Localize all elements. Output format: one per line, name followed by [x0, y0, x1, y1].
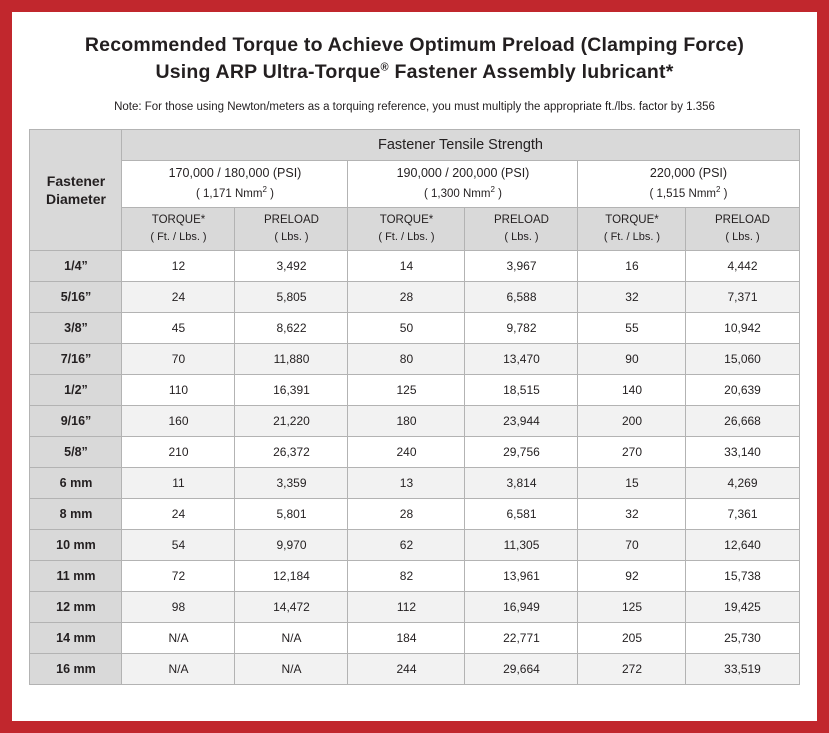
column-header-preload-1-units: ( Lbs. ): [274, 231, 309, 244]
cell-preload-2: 16,949: [465, 591, 578, 622]
strength-group-3-nmm-pre: ( 1,515 Nmm: [649, 187, 716, 200]
cell-torque-1: 98: [122, 591, 235, 622]
cell-torque-2: 240: [348, 436, 465, 467]
cell-torque-2: 112: [348, 591, 465, 622]
cell-torque-2: 28: [348, 498, 465, 529]
column-header-torque-3: [578, 207, 686, 250]
cell-torque-1: 110: [122, 374, 235, 405]
cell-preload-2: 11,305: [465, 529, 578, 560]
cell-preload-3: 25,730: [686, 622, 799, 653]
cell-torque-1: N/A: [122, 653, 235, 684]
table-row: [30, 653, 799, 684]
table-row-group-header: [30, 129, 799, 160]
table-row: [30, 374, 799, 405]
cell-torque-2: 80: [348, 343, 465, 374]
cell-preload-3: 10,942: [686, 312, 799, 343]
column-header-preload-2-units: ( Lbs. ): [504, 231, 539, 244]
cell-preload-2: 29,664: [465, 653, 578, 684]
strength-group-3: [578, 160, 799, 207]
row-diameter: 8 mm: [30, 498, 122, 529]
cell-preload-3: 7,371: [686, 281, 799, 312]
cell-torque-2: 62: [348, 529, 465, 560]
cell-preload-1: 5,801: [235, 498, 348, 529]
table-row: [30, 467, 799, 498]
table-row: [30, 622, 799, 653]
cell-torque-2: 14: [348, 250, 465, 281]
strength-group-3-nmm-sup: 2: [715, 184, 721, 194]
strength-group-2-nmm-pre: ( 1,300 Nmm: [424, 187, 491, 200]
column-header-torque-1-label: TORQUE*: [151, 213, 206, 226]
cell-torque-3: 32: [578, 498, 686, 529]
table-row: [30, 405, 799, 436]
cell-torque-2: 244: [348, 653, 465, 684]
table-row: [30, 529, 799, 560]
conversion-note: Note: For those using Newton/meters as a torquing reference, you must multiply the appropriate ft./lbs. factor by 1.356: [114, 100, 715, 113]
cell-torque-1: 72: [122, 560, 235, 591]
table-row: [30, 436, 799, 467]
cell-torque-1: 210: [122, 436, 235, 467]
cell-preload-2: 18,515: [465, 374, 578, 405]
row-diameter: 12 mm: [30, 591, 122, 622]
cell-torque-2: 82: [348, 560, 465, 591]
cell-torque-2: 180: [348, 405, 465, 436]
cell-preload-1: 5,805: [235, 281, 348, 312]
strength-group-1-nmm-post: ): [266, 187, 274, 200]
cell-torque-3: 90: [578, 343, 686, 374]
row-diameter: 11 mm: [30, 560, 122, 591]
row-diameter: 9/16”: [30, 405, 122, 436]
cell-preload-3: 12,640: [686, 529, 799, 560]
cell-torque-3: 92: [578, 560, 686, 591]
cell-torque-3: 140: [578, 374, 686, 405]
cell-preload-1: N/A: [235, 622, 348, 653]
cell-preload-3: 4,442: [686, 250, 799, 281]
column-header-torque-3-units: ( Ft. / Lbs. ): [603, 231, 661, 244]
column-header-preload-1-label: PRELOAD: [264, 213, 319, 226]
row-diameter: 5/16”: [30, 281, 122, 312]
cell-preload-3: 33,140: [686, 436, 799, 467]
cell-torque-1: 12: [122, 250, 235, 281]
cell-preload-2: 9,782: [465, 312, 578, 343]
torque-table: [29, 129, 799, 685]
row-diameter: 14 mm: [30, 622, 122, 653]
cell-preload-2: 13,961: [465, 560, 578, 591]
strength-group-1-nmm-pre: ( 1,171 Nmm: [196, 187, 263, 200]
row-diameter: 16 mm: [30, 653, 122, 684]
document-page: [12, 12, 817, 721]
cell-torque-1: 24: [122, 498, 235, 529]
cell-preload-1: 26,372: [235, 436, 348, 467]
row-diameter: 1/4”: [30, 250, 122, 281]
title-line-1: Recommended Torque to Achieve Optimum Preload (Clamping Force): [84, 34, 745, 56]
cell-torque-3: 32: [578, 281, 686, 312]
row-diameter: 10 mm: [30, 529, 122, 560]
cell-preload-1: 8,622: [235, 312, 348, 343]
cell-torque-1: 11: [122, 467, 235, 498]
cell-torque-1: 45: [122, 312, 235, 343]
column-header-torque-2: [348, 207, 465, 250]
page-title: [30, 32, 799, 86]
column-header-torque-1: [122, 207, 235, 250]
cell-preload-2: 3,814: [465, 467, 578, 498]
title-line-2-prefix: Using ARP Ultra-Torque: [155, 60, 381, 83]
cell-preload-2: 6,588: [465, 281, 578, 312]
column-header-torque-2-label: TORQUE*: [379, 213, 434, 226]
strength-group-1-nmm-sup: 2: [262, 184, 267, 194]
corner-diameter-header: [30, 129, 122, 250]
cell-preload-1: 9,970: [235, 529, 348, 560]
diameter-header-line-1: Fastener: [46, 172, 106, 189]
cell-preload-1: 14,472: [235, 591, 348, 622]
cell-torque-2: 50: [348, 312, 465, 343]
cell-preload-2: 23,944: [465, 405, 578, 436]
cell-preload-1: 11,880: [235, 343, 348, 374]
cell-torque-3: 200: [578, 405, 686, 436]
cell-torque-3: 125: [578, 591, 686, 622]
cell-torque-2: 13: [348, 467, 465, 498]
cell-torque-2: 125: [348, 374, 465, 405]
strength-group-1-nmm: [122, 184, 347, 204]
title-line-2-suffix: Fastener Assembly lubricant*: [388, 60, 674, 83]
cell-preload-2: 13,470: [465, 343, 578, 374]
column-header-preload-3-label: PRELOAD: [715, 213, 770, 226]
document-header: [12, 12, 817, 123]
cell-torque-1: N/A: [122, 622, 235, 653]
cell-preload-2: 29,756: [465, 436, 578, 467]
strength-group-2-nmm-post: ): [494, 187, 502, 200]
table-row: [30, 250, 799, 281]
column-header-preload-2: [465, 207, 578, 250]
row-diameter: 5/8”: [30, 436, 122, 467]
table-row: [30, 343, 799, 374]
row-diameter: 7/16”: [30, 343, 122, 374]
strength-group-3-nmm: [578, 184, 798, 204]
table-row: [30, 498, 799, 529]
column-header-torque-3-label: TORQUE*: [605, 213, 659, 226]
row-diameter: 3/8”: [30, 312, 122, 343]
strength-group-2-nmm: [348, 184, 577, 204]
cell-preload-1: N/A: [235, 653, 348, 684]
cell-torque-3: 15: [578, 467, 686, 498]
table-row: [30, 281, 799, 312]
cell-torque-1: 160: [122, 405, 235, 436]
table-row-sub-headers: [30, 207, 799, 250]
column-header-torque-1-units: ( Ft. / Lbs. ): [150, 231, 207, 244]
cell-preload-3: 33,519: [686, 653, 799, 684]
cell-preload-3: 26,668: [686, 405, 799, 436]
tensile-strength-header: Fastener Tensile Strength: [122, 129, 799, 160]
cell-torque-3: 55: [578, 312, 686, 343]
strength-group-3-psi: 220,000 (PSI): [649, 166, 728, 181]
cell-torque-3: 270: [578, 436, 686, 467]
row-diameter: 1/2”: [30, 374, 122, 405]
registered-mark: ®: [380, 61, 389, 74]
table-row: [30, 591, 799, 622]
column-header-torque-2-units: ( Ft. / Lbs. ): [378, 231, 435, 244]
column-header-preload-3: [686, 207, 799, 250]
cell-preload-1: 3,492: [235, 250, 348, 281]
cell-preload-2: 6,581: [465, 498, 578, 529]
cell-preload-3: 15,060: [686, 343, 799, 374]
strength-group-2-psi: 190,000 / 200,000 (PSI): [396, 166, 530, 181]
cell-preload-3: 4,269: [686, 467, 799, 498]
cell-torque-3: 70: [578, 529, 686, 560]
column-header-preload-1: [235, 207, 348, 250]
cell-preload-2: 3,967: [465, 250, 578, 281]
cell-preload-1: 21,220: [235, 405, 348, 436]
cell-preload-3: 7,361: [686, 498, 799, 529]
cell-preload-3: 20,639: [686, 374, 799, 405]
diameter-header: [30, 172, 121, 208]
cell-torque-3: 272: [578, 653, 686, 684]
column-header-preload-3-units: ( Lbs. ): [725, 231, 760, 244]
table-row: [30, 560, 799, 591]
cell-preload-3: 15,738: [686, 560, 799, 591]
cell-torque-3: 16: [578, 250, 686, 281]
strength-group-2-nmm-sup: 2: [490, 184, 495, 194]
cell-torque-1: 54: [122, 529, 235, 560]
column-header-preload-2-label: PRELOAD: [494, 213, 549, 226]
strength-group-2: [348, 160, 578, 207]
row-diameter: 6 mm: [30, 467, 122, 498]
cell-preload-1: 3,359: [235, 467, 348, 498]
diameter-header-line-2: Diameter: [46, 190, 106, 207]
cell-torque-1: 70: [122, 343, 235, 374]
cell-torque-1: 24: [122, 281, 235, 312]
cell-torque-2: 28: [348, 281, 465, 312]
table-row-strength-groups: [30, 160, 799, 207]
cell-preload-1: 12,184: [235, 560, 348, 591]
cell-preload-2: 22,771: [465, 622, 578, 653]
table-row: [30, 312, 799, 343]
strength-group-3-nmm-post: ): [720, 187, 728, 200]
cell-preload-3: 19,425: [686, 591, 799, 622]
strength-group-1-psi: 170,000 / 180,000 (PSI): [168, 166, 302, 181]
cell-torque-3: 205: [578, 622, 686, 653]
cell-torque-2: 184: [348, 622, 465, 653]
strength-group-1: [122, 160, 348, 207]
cell-preload-1: 16,391: [235, 374, 348, 405]
